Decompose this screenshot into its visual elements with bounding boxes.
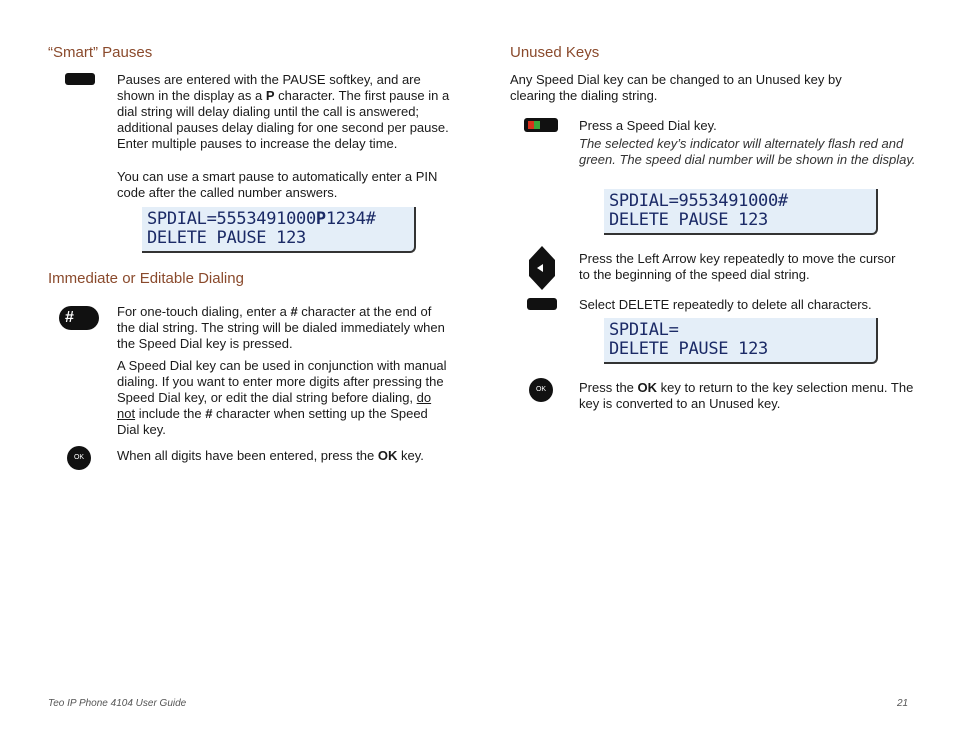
speed-dial-key-icon [524, 118, 558, 132]
lcd-display-unused-2 [604, 318, 878, 364]
lcd-line-2: DELETE PAUSE 123 [609, 210, 768, 230]
section-heading-immediate-dialing: Immediate or Editable Dialing [48, 270, 244, 287]
unused-step-2: Press the Left Arrow key repeatedly to move the cursor to the beginning of the speed dial string. [579, 251, 896, 282]
softkey-icon [65, 73, 95, 85]
pause-glyph: P [265, 88, 275, 103]
immediate-paragraph-3: When all digits have been entered, press the OK key. [117, 448, 424, 463]
unused-step-4: Press the OK key to return to the key selection menu. The key is converted to an Unused key. [579, 380, 914, 411]
ok-key-icon: OK [529, 378, 553, 402]
hash-key-icon: # [59, 306, 99, 330]
led-green-indicator [534, 121, 540, 129]
lcd-line-1: SPDIAL=5553491000P1234# [147, 209, 376, 229]
lcd-line-1: SPDIAL=9553491000# [609, 191, 788, 211]
lcd-line-2: DELETE PAUSE 123 [147, 228, 306, 248]
lcd-line-2: DELETE PAUSE 123 [609, 339, 768, 359]
unused-keys-intro: Any Speed Dial key can be changed to an Unused key by clearing the dialing string. [510, 72, 842, 103]
footer-title: Teo IP Phone 4104 User Guide [48, 698, 187, 709]
smart-pauses-paragraph-1: Pauses are entered with the PAUSE softkey, and are shown in the display as a P character. The first pause in a dial string will delay dialing until the call is answered; additional pauses delay dialing for one second per pause. Enter multiple pauses to increase the delay time. [117, 72, 450, 151]
left-arrow-key-icon [529, 246, 555, 290]
unused-step-3: Select DELETE repeatedly to delete all characters. [579, 297, 872, 312]
lcd-display-unused-1 [604, 189, 878, 235]
immediate-paragraph-2: A Speed Dial key can be used in conjunction with manual dialing. If you want to enter more digits after pressing the Speed Dial key, or edit the dial string before dialing, do not include the # character when setting up the Speed Dial key. [117, 358, 447, 437]
lcd-line-1: SPDIAL= [609, 320, 679, 340]
lcd-display-smart-pause [142, 207, 416, 253]
softkey-icon [527, 298, 557, 310]
unused-step-1: Press a Speed Dial key. [579, 118, 717, 133]
page-number: 21 [897, 698, 909, 709]
section-heading-unused-keys: Unused Keys [510, 44, 600, 61]
section-heading-smart-pauses: “Smart” Pauses [48, 44, 153, 61]
smart-pauses-paragraph-2: You can use a smart pause to automatically enter a PIN code after the called number answers. [117, 169, 438, 200]
ok-key-icon: OK [67, 446, 91, 470]
immediate-paragraph-1: For one-touch dialing, enter a # character at the end of the dial string. The string will be dialed immediately when the Speed Dial key is pressed. [117, 304, 445, 351]
unused-step-1-note: The selected key’s indicator will alternately flash red and green. The speed dial number will be shown in the display. [579, 136, 916, 167]
pause-glyph: P [315, 209, 326, 229]
